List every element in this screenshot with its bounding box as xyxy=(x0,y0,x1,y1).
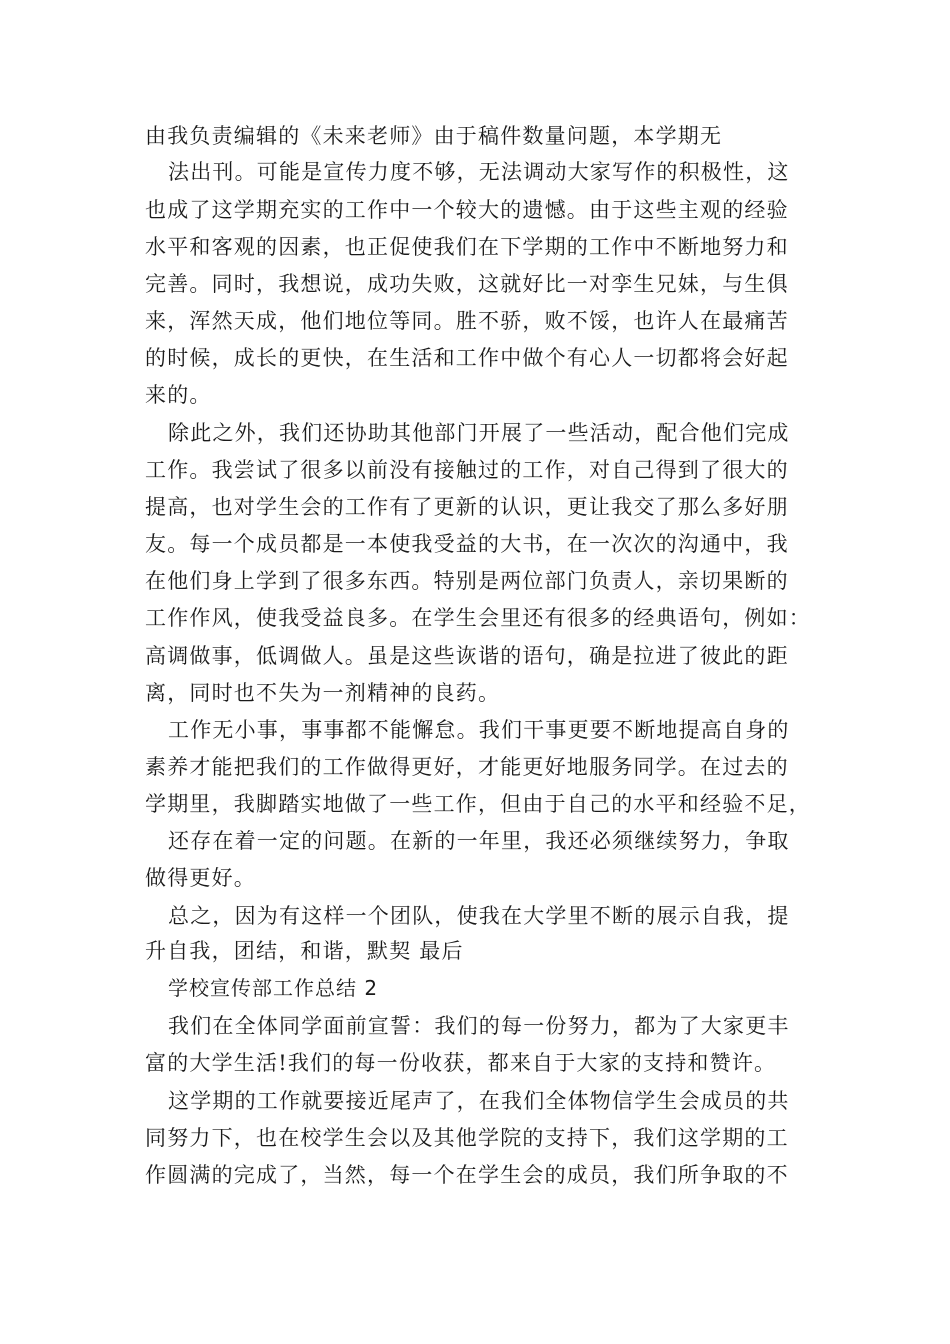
text-line: 总之，因为有这样一个团队，使我在大学里不断的展示自我，提 xyxy=(168,904,790,928)
text-line: 来的。 xyxy=(145,383,212,407)
text-line: 升自我，团结，和谐，默契 最后 xyxy=(145,939,464,963)
text-line: 同努力下，也在校学生会以及其他学院的支持下，我们这学期的工 xyxy=(145,1126,789,1150)
text-line: 高调做事，低调做人。虽是这些诙谐的语句，确是拉进了彼此的距 xyxy=(145,644,789,668)
text-line: 工作。我尝试了很多以前没有接触过的工作，对自己得到了很大的 xyxy=(145,458,789,482)
text-line: 工作无小事，事事都不能懈怠。我们干事更要不断地提高自身的 xyxy=(168,718,790,742)
text-line: 在他们身上学到了很多东西。特别是两位部门负责人，亲切果断的 xyxy=(145,569,789,593)
text-line: 还存在着一定的问题。在新的一年里，我还必须继续努力，争取 xyxy=(168,829,790,853)
text-line: 也成了这学期充实的工作中一个较大的遗憾。由于这些主观的经验 xyxy=(145,198,789,222)
text-line: 完善。同时，我想说，成功失败，这就好比一对孪生兄妹，与生俱 xyxy=(145,272,789,296)
text-line: 法出刊。可能是宣传力度不够，无法调动大家写作的积极性，这 xyxy=(168,160,790,184)
text-line: 水平和客观的因素，也正促使我们在下学期的工作中不断地努力和 xyxy=(145,235,789,259)
text-line: 做得更好。 xyxy=(145,866,256,890)
text-line: 离，同时也不失为一剂精神的良药。 xyxy=(145,681,501,705)
text-line: 工作作风，使我受益良多。在学生会里还有很多的经典语句，例如： xyxy=(145,606,811,630)
text-line: 除此之外，我们还协助其他部门开展了一些活动，配合他们完成 xyxy=(168,421,790,445)
text-line: 来，浑然天成，他们地位等同。胜不骄，败不馁，也许人在最痛苦 xyxy=(145,309,789,333)
section-heading: 学校宣传部工作总结 2 xyxy=(168,976,379,1000)
text-line: 作圆满的完成了，当然，每一个在学生会的成员，我们所争取的不 xyxy=(145,1163,789,1187)
text-line: 素养才能把我们的工作做得更好，才能更好地服务同学。在过去的 xyxy=(145,755,789,779)
text-line: 友。每一个成员都是一本使我受益的大书，在一次次的沟通中，我 xyxy=(145,532,789,556)
text-line: 这学期的工作就要接近尾声了，在我们全体物信学生会成员的共 xyxy=(168,1089,790,1113)
text-line: 我们在全体同学面前宣誓：我们的每一份努力，都为了大家更丰 xyxy=(168,1014,790,1038)
text-line: 的时候，成长的更快，在生活和工作中做个有心人一切都将会好起 xyxy=(145,346,789,370)
text-line: 学期里，我脚踏实地做了一些工作，但由于自己的水平和经验不足， xyxy=(145,792,811,816)
text-line: 提高，也对学生会的工作有了更新的认识，更让我交了那么多好朋 xyxy=(145,495,789,519)
text-line: 由我负责编辑的《未来老师》由于稿件数量问题，本学期无 xyxy=(145,124,723,148)
text-line: 富的大学生活!我们的每一份收获，都来自于大家的支持和赞许。 xyxy=(145,1051,777,1075)
